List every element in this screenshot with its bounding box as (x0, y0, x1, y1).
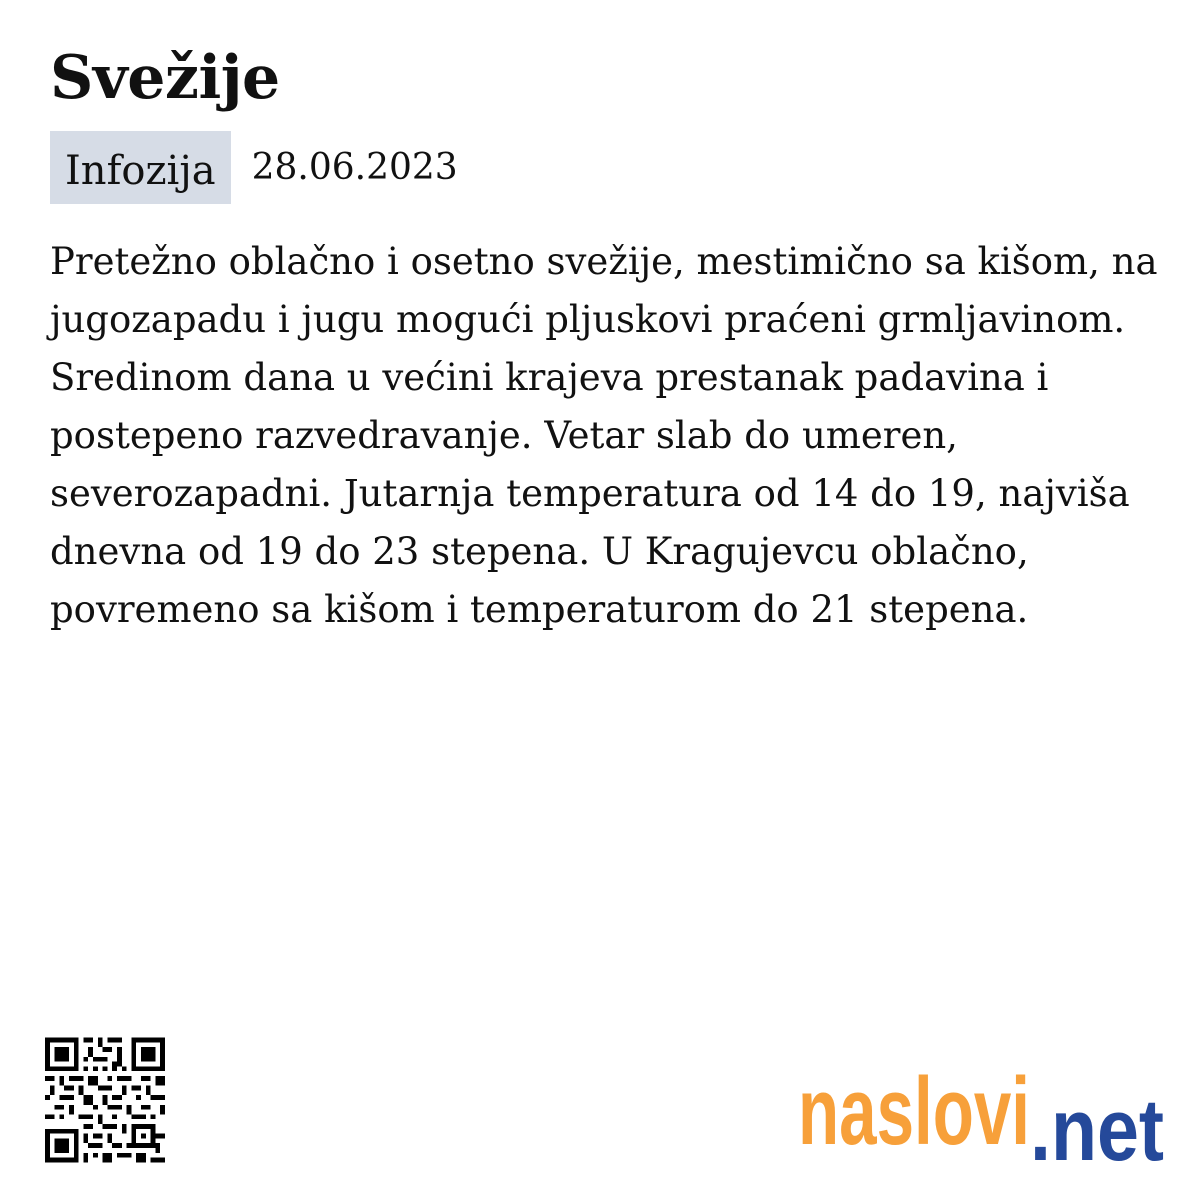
article-title: Svežije (50, 43, 280, 113)
logo-naslovi-text: naslovi (798, 1060, 1030, 1165)
naslovi-net-logo (798, 1060, 1168, 1170)
source-badge[interactable]: Infozija (50, 131, 231, 204)
qr-code-icon (45, 1037, 165, 1163)
article-meta (50, 131, 458, 204)
article-date: 28.06.2023 (251, 147, 458, 188)
logo-net-text: .net (1030, 1080, 1164, 1170)
article-body: Pretežno oblačno i osetno svežije, mestimično sa kišom, na jugozapadu i jugu mogući pljuskovi praćeni grmljavinom. Sredinom dana u većini krajeva prestanak padavina i postepeno razvedravanje. Vetar slab do umeren, severozapadni. Jutarnja temperatura od 14 do 19, najviša dnevna od 19 do 23 stepena. U Kragujevcu oblačno, povremeno sa kišom i temperaturom do 21 stepena. (50, 240, 1158, 631)
